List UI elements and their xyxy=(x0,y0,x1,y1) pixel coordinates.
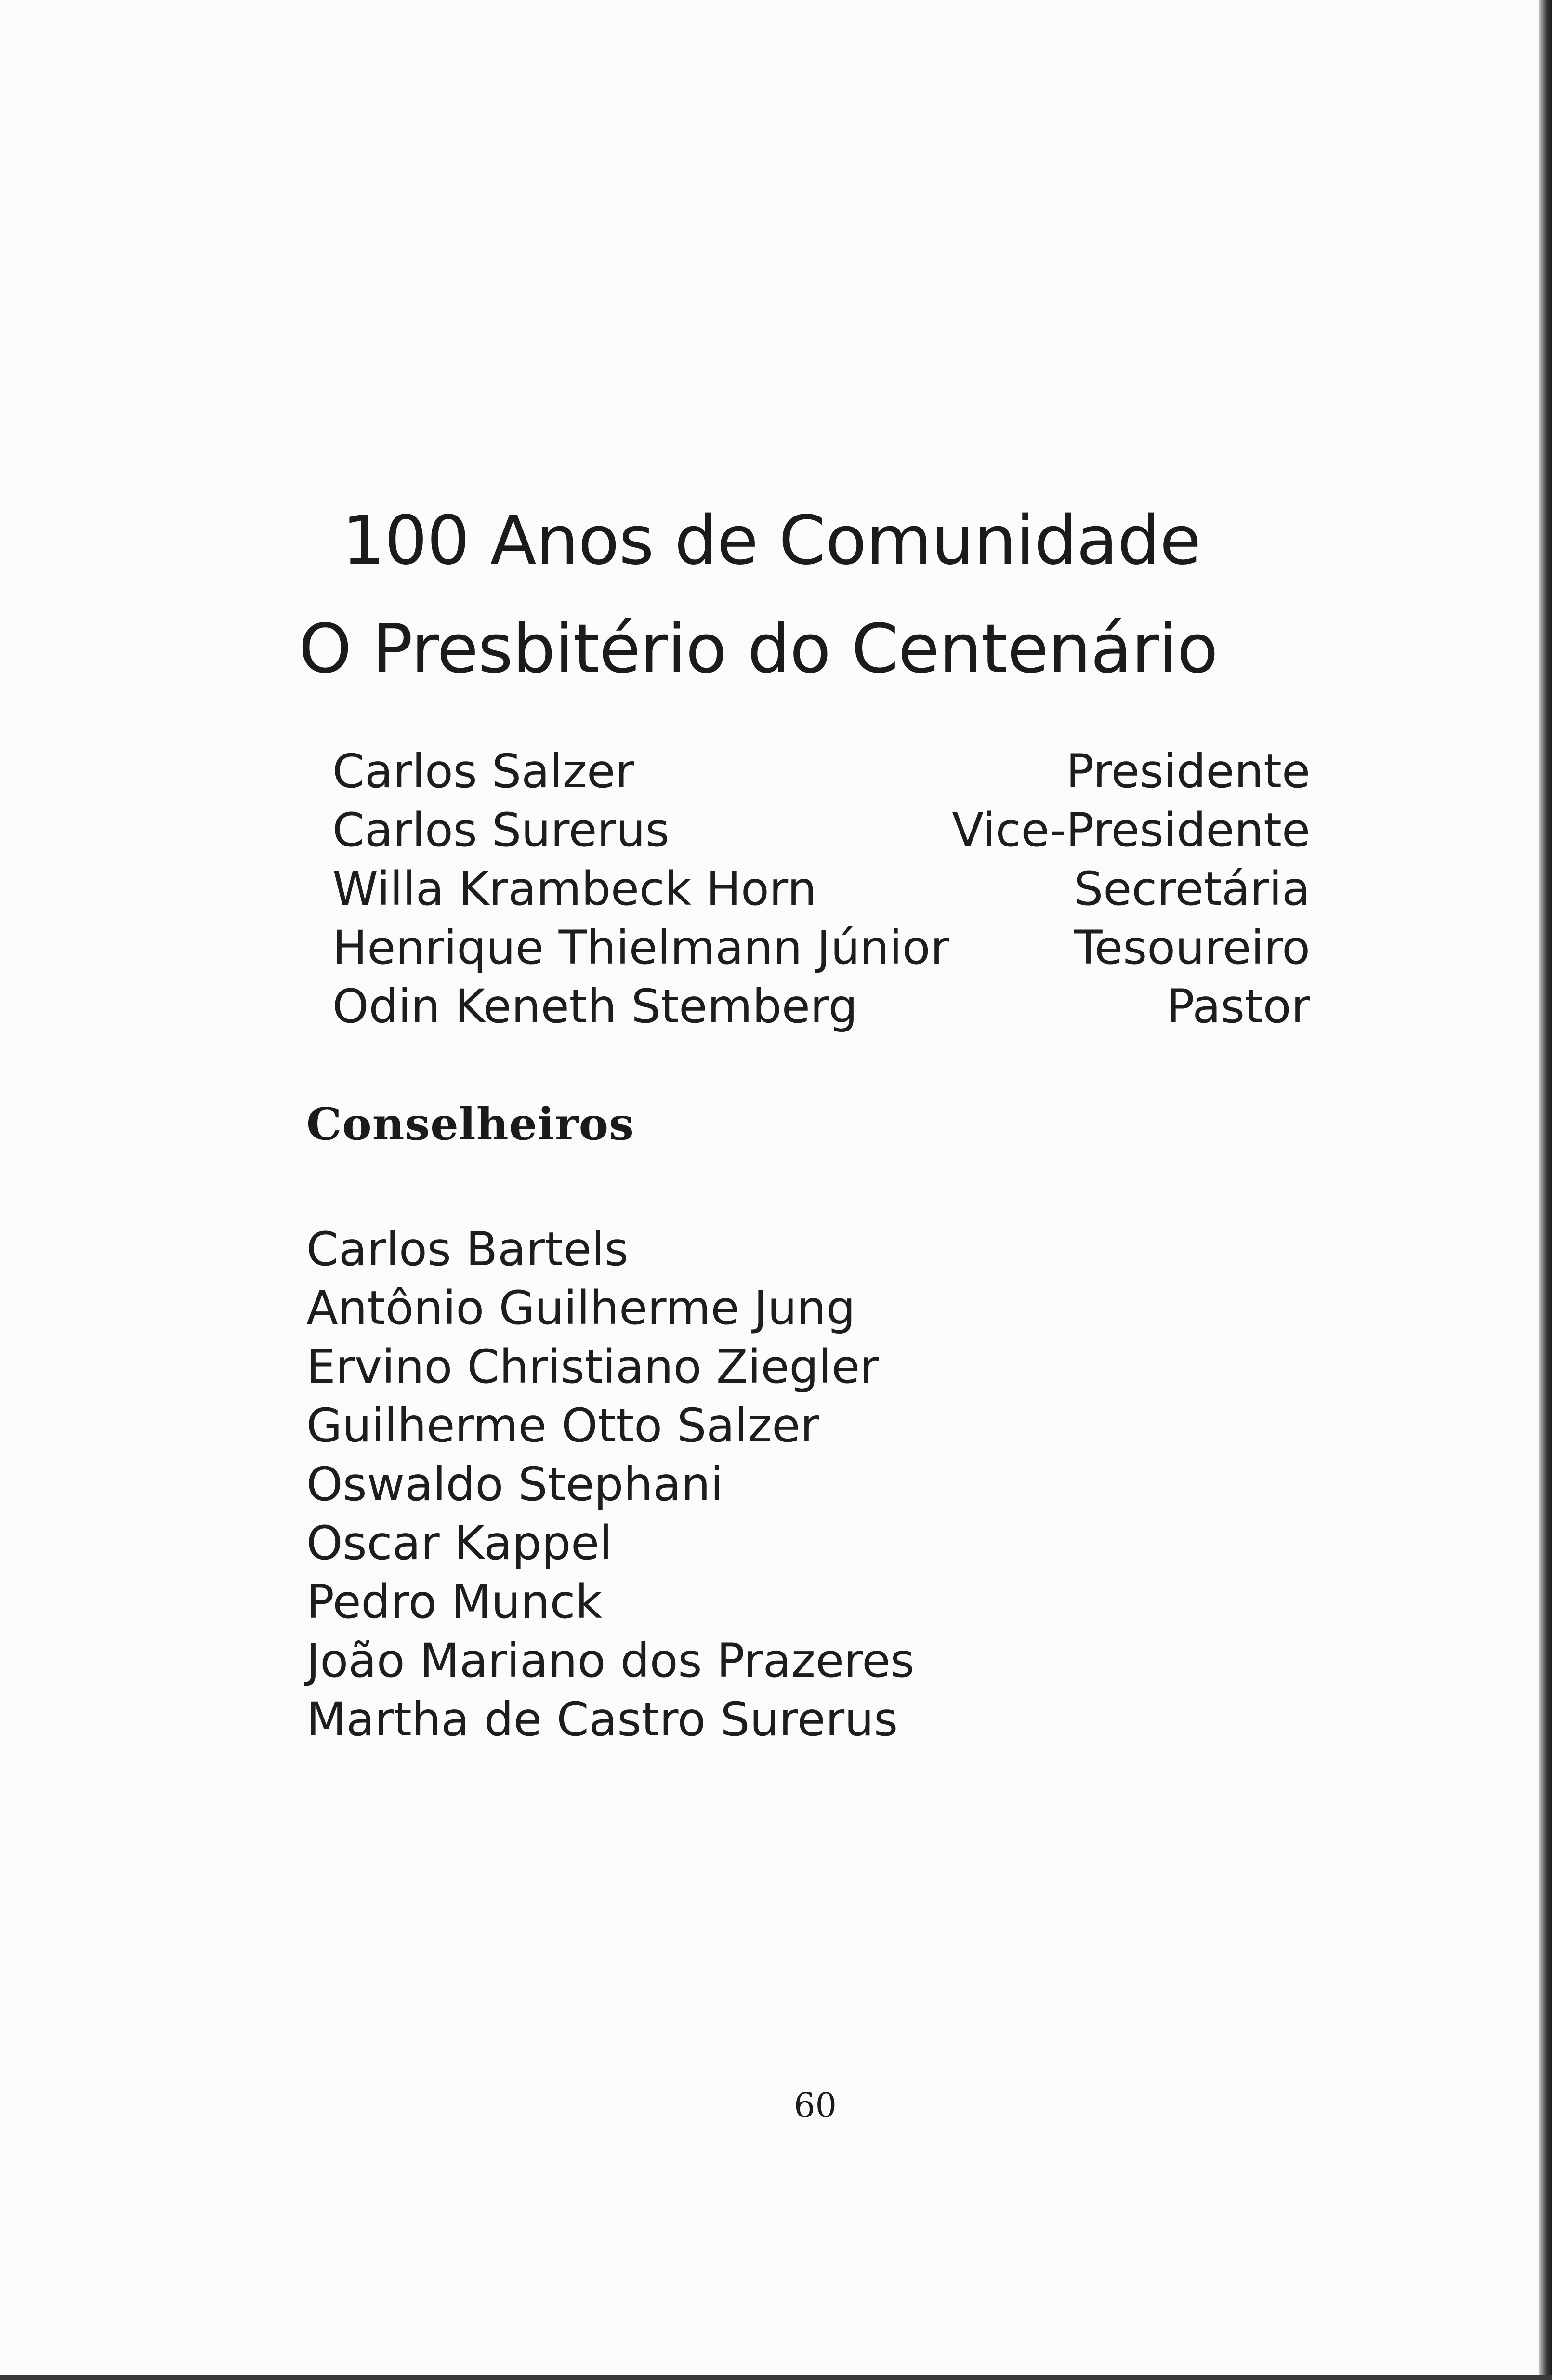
list-item: Ervino Christiano Ziegler xyxy=(306,1340,879,1394)
list-item: Martha de Castro Surerus xyxy=(306,1692,898,1746)
officer-name: Carlos Salzer xyxy=(332,744,634,798)
officer-row xyxy=(332,918,1310,977)
page-title xyxy=(299,487,1358,703)
list-item: Guilherme Otto Salzer xyxy=(306,1399,819,1453)
officer-role: Pastor xyxy=(1166,979,1310,1033)
officer-role: Vice-Presidente xyxy=(952,803,1310,857)
officer-row xyxy=(332,801,1310,859)
officer-row xyxy=(332,742,1310,801)
list-item: João Mariano dos Prazeres xyxy=(306,1634,915,1688)
officer-role: Tesoureiro xyxy=(1074,921,1310,975)
list-item: Oscar Kappel xyxy=(306,1516,612,1570)
officers-list xyxy=(332,742,1310,1036)
title-line-1: 100 Anos de Comunidade xyxy=(342,502,1201,580)
officer-name: Henrique Thielmann Júnior xyxy=(332,921,949,975)
officer-role: Secretária xyxy=(1074,862,1310,916)
title-line-2: O Presbitério do Centenário xyxy=(299,610,1218,688)
officer-role: Presidente xyxy=(1066,744,1310,798)
list-item: Pedro Munck xyxy=(306,1575,602,1629)
list-item: Antônio Guilherme Jung xyxy=(306,1281,855,1335)
officer-row xyxy=(332,859,1310,918)
page-number: 60 xyxy=(794,2086,837,2125)
counselors-heading: Conselheiros xyxy=(306,1098,634,1150)
officer-name: Carlos Surerus xyxy=(332,803,670,857)
page-bottom-edge xyxy=(0,2375,1552,2380)
page-edge-shadow xyxy=(1539,0,1552,2380)
officer-name: Odin Keneth Stemberg xyxy=(332,979,858,1033)
list-item: Carlos Bartels xyxy=(306,1222,629,1276)
officer-row xyxy=(332,977,1310,1036)
counselors-list xyxy=(306,1220,914,1749)
list-item: Oswaldo Stephani xyxy=(306,1457,723,1511)
officer-name: Willa Krambeck Horn xyxy=(332,862,817,916)
